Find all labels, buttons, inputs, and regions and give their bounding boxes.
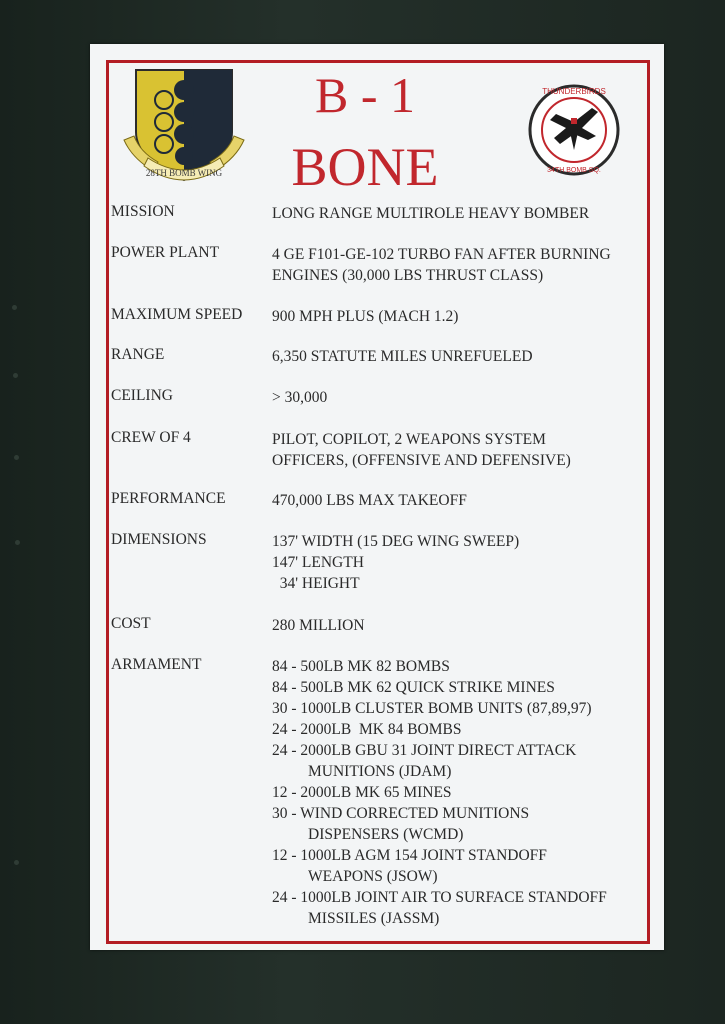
armament-item: 24 - 1000LB JOINT AIR TO SURFACE STANDOFF (272, 889, 607, 906)
spec-line: PILOT, COPILOT, 2 WEAPONS SYSTEM (272, 431, 546, 448)
armament-item-continued: MISSILES (JASSM) (308, 910, 440, 927)
spec-value (272, 346, 644, 367)
spec-line: 4 GE F101-GE-102 TURBO FAN AFTER BURNING (272, 246, 611, 263)
armament-item: 84 - 500LB MK 62 QUICK STRIKE MINES (272, 679, 555, 696)
spec-value (272, 203, 644, 224)
28th-bomb-wing-shield-icon (122, 62, 246, 188)
insignia-lettering: THUNDERBIRDS (542, 87, 606, 96)
spec-label: DIMENSIONS (111, 531, 207, 548)
spec-line: 470,000 LBS MAX TAKEOFF (272, 492, 467, 509)
spec-value (272, 244, 644, 286)
armament-item-continued: DISPENSERS (WCMD) (308, 826, 464, 843)
rivet (14, 455, 19, 460)
spec-line: ENGINES (30,000 LBS THRUST CLASS) (272, 267, 544, 284)
armament-item-continued: MUNITIONS (JDAM) (308, 763, 452, 780)
spec-label: PERFORMANCE (111, 490, 226, 507)
insignia-lettering: 34TH BOMB SQ. (547, 167, 601, 174)
spec-value (272, 429, 644, 471)
rivet (12, 305, 17, 310)
armament-item: 24 - 2000LB GBU 31 JOINT DIRECT ATTACK (272, 742, 577, 759)
spec-value (272, 490, 644, 511)
spec-label: MAXIMUM SPEED (111, 306, 243, 323)
spec-value (272, 615, 644, 636)
spec-line: 34' HEIGHT (272, 575, 360, 592)
spec-line: 147' LENGTH (272, 554, 364, 571)
spec-label: CEILING (111, 387, 173, 404)
spec-label: POWER PLANT (111, 244, 220, 261)
armament-item: 24 - 2000LB MK 84 BOMBS (272, 721, 462, 738)
spec-line: 6,350 STATUTE MILES UNREFUELED (272, 348, 533, 365)
spec-placard (90, 44, 664, 950)
armament-item: 30 - WIND CORRECTED MUNITIONS (272, 805, 530, 822)
aircraft-nickname: BONE (291, 137, 439, 197)
spec-line: 280 MILLION (272, 617, 365, 634)
armament-item: 84 - 500LB MK 82 BOMBS (272, 658, 450, 675)
spec-label: CREW OF 4 (111, 429, 191, 446)
spec-value (272, 531, 644, 594)
spec-line: LONG RANGE MULTIROLE HEAVY BOMBER (272, 205, 590, 222)
spec-value (272, 306, 644, 327)
spec-value (272, 387, 644, 408)
spec-label: RANGE (111, 346, 165, 363)
armament-item: 12 - 1000LB AGM 154 JOINT STANDOFF (272, 847, 547, 864)
armament-list (272, 656, 644, 929)
armament-item-continued: WEAPONS (JSOW) (308, 868, 438, 885)
armament-item: 12 - 2000LB MK 65 MINES (272, 784, 452, 801)
insignia-lettering: 28TH BOMB WING (145, 168, 223, 178)
spec-label: COST (111, 615, 151, 632)
spec-line: 137' WIDTH (15 DEG WING SWEEP) (272, 533, 520, 550)
rivet (15, 540, 20, 545)
rivet (13, 373, 18, 378)
spec-label: ARMAMENT (111, 656, 202, 673)
34th-bomb-squadron-patch-icon (526, 78, 622, 184)
spec-label: MISSION (111, 203, 175, 220)
armament-item: 30 - 1000LB CLUSTER BOMB UNITS (87,89,97) (272, 700, 592, 717)
spec-line: > 30,000 (272, 389, 328, 406)
aircraft-designation: B - 1 (315, 67, 415, 123)
rivet (14, 860, 19, 865)
spec-line: 900 MPH PLUS (MACH 1.2) (272, 308, 459, 325)
spec-line: OFFICERS, (OFFENSIVE AND DEFENSIVE) (272, 452, 571, 469)
